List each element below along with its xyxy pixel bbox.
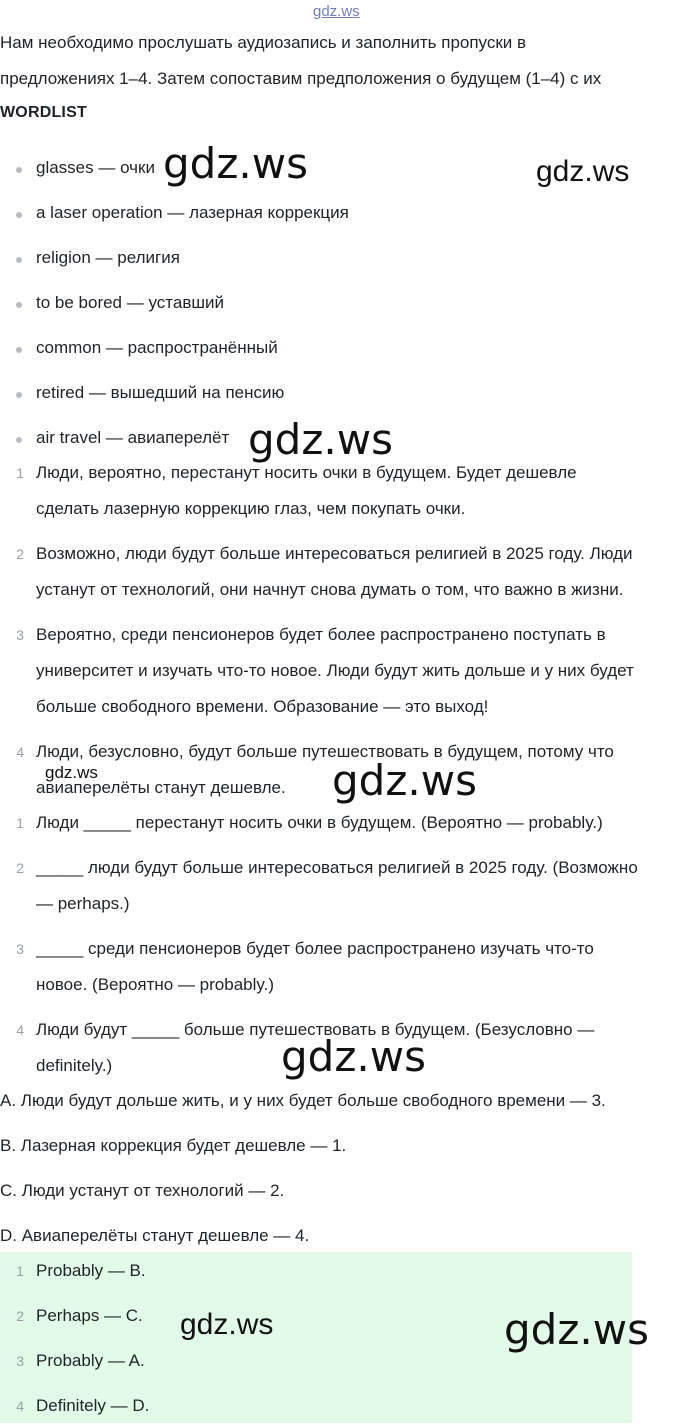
gap-sentence-line: Люди _____ перестанут носить очки в будущем. (Вероятно — probably.)	[36, 813, 603, 832]
bullet-icon	[16, 347, 22, 353]
wordlist-item: air travel — авиаперелёт	[36, 428, 230, 447]
translation-line: Вероятно, среди пенсионеров будет более распространено поступать в	[36, 625, 606, 644]
list-number: 3	[16, 627, 24, 643]
match-line: B. Лазерная коррекция будет дешевле — 1.	[0, 1136, 347, 1155]
translation-line: Люди, вероятно, перестанут носить очки в будущем. Будет дешевле	[36, 463, 577, 482]
watermark: gdz.ws	[536, 155, 630, 188]
answer-item: Probably — A.	[36, 1351, 145, 1370]
answer-item: Definitely — D.	[36, 1396, 150, 1415]
translation-line: авиаперелёты станут дешевле.	[36, 778, 286, 797]
gap-sentence-line: — perhaps.)	[36, 894, 130, 913]
bullet-icon	[16, 392, 22, 398]
answer-item: Perhaps — C.	[36, 1306, 143, 1325]
gap-sentence-line: _____ люди будут больше интересоваться религией в 2025 году. (Возможно	[36, 858, 638, 877]
match-line: A. Люди будут дольше жить, и у них будет больше свободного времени — 3.	[0, 1091, 606, 1110]
wordlist-heading: WORDLIST	[0, 104, 87, 121]
translation-line: устанут от технологий, они начнут снова думать о том, что важно в жизни.	[36, 580, 624, 599]
list-number: 1	[16, 465, 24, 481]
site-link[interactable]: gdz.ws	[313, 3, 360, 20]
match-line: D. Авиаперелёты станут дешевле — 4.	[0, 1226, 310, 1245]
list-number: 3	[16, 941, 24, 957]
bullet-icon	[16, 167, 22, 173]
intro-line-1: Нам необходимо прослушать аудиозапись и заполнить пропуски в	[0, 33, 527, 52]
wordlist-item: retired — вышедший на пенсию	[36, 383, 285, 402]
match-line: C. Люди устанут от технологий — 2.	[0, 1181, 285, 1200]
watermark: gdz.ws	[281, 1032, 426, 1081]
list-number: 4	[16, 1398, 24, 1414]
list-number: 1	[16, 1263, 24, 1279]
wordlist-item: common — распространённый	[36, 338, 278, 357]
bullet-icon	[16, 302, 22, 308]
bullet-icon	[16, 437, 22, 443]
gap-sentence-line: _____ среди пенсионеров будет более распространено изучать что-то	[36, 939, 594, 958]
list-number: 2	[16, 1308, 24, 1324]
gap-sentence-line: definitely.)	[36, 1056, 113, 1075]
watermark: gdz.ws	[45, 763, 98, 782]
list-number: 4	[16, 744, 24, 760]
list-number: 2	[16, 546, 24, 562]
translation-line: Люди, безусловно, будут больше путешествовать в будущем, потому что	[36, 742, 614, 761]
wordlist-item: glasses — очки	[36, 158, 155, 177]
watermark: gdz.ws	[248, 415, 393, 464]
translation-line: больше свободного времени. Образование — это выход!	[36, 697, 489, 716]
gap-sentence-line: Люди будут _____ больше путешествовать в будущем. (Безусловно —	[36, 1020, 595, 1039]
list-number: 4	[16, 1022, 24, 1038]
list-number: 1	[16, 815, 24, 831]
wordlist-item: religion — религия	[36, 248, 180, 267]
translation-line: Возможно, люди будут больше интересоваться религией в 2025 году. Люди	[36, 544, 633, 563]
translation-line: университет и изучать что-то новое. Люди будут жить дольше и у них будет	[36, 661, 634, 680]
watermark: gdz.ws	[332, 756, 477, 805]
translation-line: сделать лазерную коррекцию глаз, чем покупать очки.	[36, 499, 466, 518]
wordlist-item: a laser operation — лазерная коррекция	[36, 203, 349, 222]
list-number: 3	[16, 1353, 24, 1369]
intro-line-2: предложениях 1–4. Затем сопоставим предположения о будущем (1–4) с их	[0, 69, 602, 88]
watermark: gdz.ws	[504, 1305, 649, 1354]
bullet-icon	[16, 257, 22, 263]
watermark: gdz.ws	[163, 139, 308, 188]
watermark: gdz.ws	[180, 1308, 274, 1341]
bullet-icon	[16, 212, 22, 218]
list-number: 2	[16, 860, 24, 876]
gap-sentence-line: новое. (Вероятно — probably.)	[36, 975, 275, 994]
answer-item: Probably — B.	[36, 1261, 146, 1280]
wordlist-item: to be bored — уставший	[36, 293, 224, 312]
